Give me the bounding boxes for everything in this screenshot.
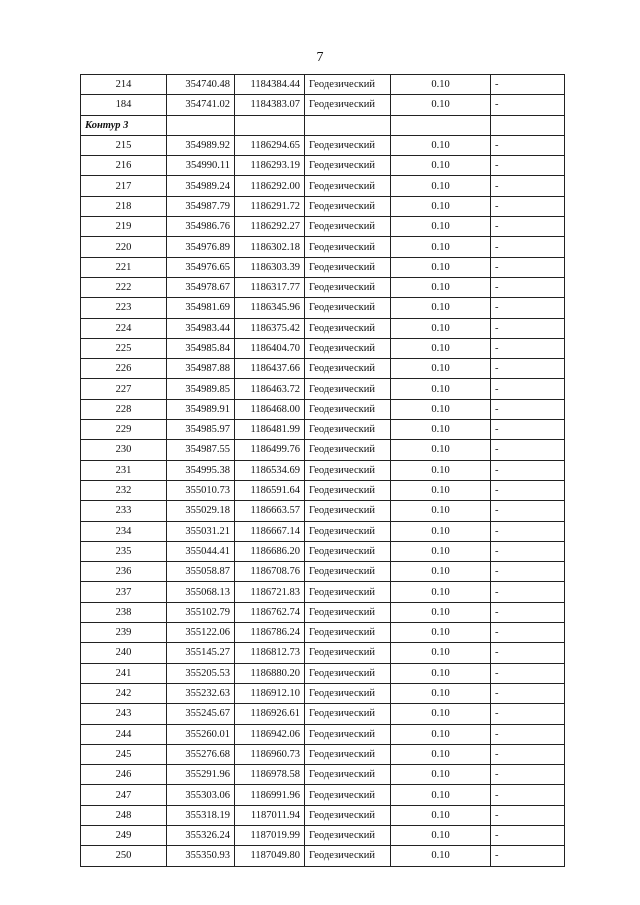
point-number-cell: 217 (81, 176, 167, 196)
y-coordinate-cell: 1186708.76 (235, 562, 305, 582)
note-cell: - (491, 420, 565, 440)
note-cell: - (491, 480, 565, 500)
accuracy-cell: 0.10 (391, 785, 491, 805)
x-coordinate-cell: 354989.92 (167, 135, 235, 155)
table-row (81, 237, 565, 257)
method-cell: Геодезический (305, 541, 391, 561)
note-cell: - (491, 541, 565, 561)
point-number-cell: 184 (81, 95, 167, 115)
method-cell: Геодезический (305, 217, 391, 237)
method-cell: Геодезический (305, 521, 391, 541)
note-cell: - (491, 135, 565, 155)
table-row (81, 846, 565, 866)
point-number-cell: 229 (81, 420, 167, 440)
method-cell: Геодезический (305, 704, 391, 724)
y-coordinate-cell: 1186663.57 (235, 501, 305, 521)
accuracy-cell: 0.10 (391, 744, 491, 764)
note-cell: - (491, 623, 565, 643)
x-coordinate-cell: 354989.85 (167, 379, 235, 399)
note-cell: - (491, 95, 565, 115)
note-cell: - (491, 338, 565, 358)
method-cell: Геодезический (305, 562, 391, 582)
table-row (81, 359, 565, 379)
point-number-cell: 214 (81, 75, 167, 95)
note-cell: - (491, 277, 565, 297)
point-number-cell: 243 (81, 704, 167, 724)
empty-cell (167, 115, 235, 135)
y-coordinate-cell: 1186926.61 (235, 704, 305, 724)
y-coordinate-cell: 1186942.06 (235, 724, 305, 744)
point-number-cell: 230 (81, 440, 167, 460)
accuracy-cell: 0.10 (391, 825, 491, 845)
point-number-cell: 222 (81, 277, 167, 297)
method-cell: Геодезический (305, 501, 391, 521)
table-row (81, 541, 565, 561)
table-row (81, 582, 565, 602)
y-coordinate-cell: 1186292.00 (235, 176, 305, 196)
y-coordinate-cell: 1186345.96 (235, 298, 305, 318)
point-number-cell: 248 (81, 805, 167, 825)
table-row (81, 744, 565, 764)
section-title: Контур 3 (81, 115, 167, 135)
table-row (81, 724, 565, 744)
accuracy-cell: 0.10 (391, 643, 491, 663)
accuracy-cell: 0.10 (391, 501, 491, 521)
x-coordinate-cell: 355058.87 (167, 562, 235, 582)
empty-cell (391, 115, 491, 135)
x-coordinate-cell: 355232.63 (167, 683, 235, 703)
method-cell: Геодезический (305, 257, 391, 277)
y-coordinate-cell: 1186294.65 (235, 135, 305, 155)
point-number-cell: 250 (81, 846, 167, 866)
method-cell: Геодезический (305, 277, 391, 297)
method-cell: Геодезический (305, 602, 391, 622)
y-coordinate-cell: 1184384.44 (235, 75, 305, 95)
table-row (81, 562, 565, 582)
method-cell: Геодезический (305, 744, 391, 764)
y-coordinate-cell: 1186721.83 (235, 582, 305, 602)
table-row (81, 663, 565, 683)
method-cell: Геодезический (305, 460, 391, 480)
point-number-cell: 219 (81, 217, 167, 237)
note-cell: - (491, 501, 565, 521)
note-cell: - (491, 399, 565, 419)
x-coordinate-cell: 355291.96 (167, 765, 235, 785)
point-number-cell: 245 (81, 744, 167, 764)
point-number-cell: 235 (81, 541, 167, 561)
y-coordinate-cell: 1186468.00 (235, 399, 305, 419)
point-number-cell: 233 (81, 501, 167, 521)
method-cell: Геодезический (305, 196, 391, 216)
point-number-cell: 227 (81, 379, 167, 399)
y-coordinate-cell: 1186437.66 (235, 359, 305, 379)
x-coordinate-cell: 355044.41 (167, 541, 235, 561)
x-coordinate-cell: 354978.67 (167, 277, 235, 297)
accuracy-cell: 0.10 (391, 724, 491, 744)
method-cell: Геодезический (305, 623, 391, 643)
table-row (81, 318, 565, 338)
table-row (81, 135, 565, 155)
y-coordinate-cell: 1184383.07 (235, 95, 305, 115)
note-cell: - (491, 379, 565, 399)
point-number-cell: 246 (81, 765, 167, 785)
point-number-cell: 241 (81, 663, 167, 683)
coordinates-table (80, 74, 565, 867)
y-coordinate-cell: 1186686.20 (235, 541, 305, 561)
note-cell: - (491, 765, 565, 785)
method-cell: Геодезический (305, 95, 391, 115)
method-cell: Геодезический (305, 237, 391, 257)
note-cell: - (491, 846, 565, 866)
x-coordinate-cell: 355350.93 (167, 846, 235, 866)
note-cell: - (491, 298, 565, 318)
point-number-cell: 231 (81, 460, 167, 480)
table-row (81, 501, 565, 521)
y-coordinate-cell: 1187049.80 (235, 846, 305, 866)
table-row (81, 217, 565, 237)
coordinates-table-body (81, 75, 565, 867)
x-coordinate-cell: 354981.69 (167, 298, 235, 318)
accuracy-cell: 0.10 (391, 440, 491, 460)
accuracy-cell: 0.10 (391, 196, 491, 216)
x-coordinate-cell: 355068.13 (167, 582, 235, 602)
note-cell: - (491, 825, 565, 845)
y-coordinate-cell: 1186880.20 (235, 663, 305, 683)
point-number-cell: 236 (81, 562, 167, 582)
empty-cell (305, 115, 391, 135)
x-coordinate-cell: 354985.97 (167, 420, 235, 440)
empty-cell (235, 115, 305, 135)
y-coordinate-cell: 1186786.24 (235, 623, 305, 643)
method-cell: Геодезический (305, 846, 391, 866)
accuracy-cell: 0.10 (391, 623, 491, 643)
table-row (81, 480, 565, 500)
point-number-cell: 220 (81, 237, 167, 257)
table-row (81, 75, 565, 95)
x-coordinate-cell: 355260.01 (167, 724, 235, 744)
y-coordinate-cell: 1187011.94 (235, 805, 305, 825)
x-coordinate-cell: 354990.11 (167, 156, 235, 176)
y-coordinate-cell: 1186375.42 (235, 318, 305, 338)
table-row (81, 440, 565, 460)
accuracy-cell: 0.10 (391, 277, 491, 297)
x-coordinate-cell: 355145.27 (167, 643, 235, 663)
accuracy-cell: 0.10 (391, 460, 491, 480)
method-cell: Геодезический (305, 156, 391, 176)
point-number-cell: 247 (81, 785, 167, 805)
point-number-cell: 218 (81, 196, 167, 216)
x-coordinate-cell: 354989.91 (167, 399, 235, 419)
x-coordinate-cell: 354987.55 (167, 440, 235, 460)
method-cell: Геодезический (305, 683, 391, 703)
table-row (81, 379, 565, 399)
x-coordinate-cell: 354976.89 (167, 237, 235, 257)
y-coordinate-cell: 1186481.99 (235, 420, 305, 440)
method-cell: Геодезический (305, 805, 391, 825)
table-row (81, 95, 565, 115)
y-coordinate-cell: 1186591.64 (235, 480, 305, 500)
accuracy-cell: 0.10 (391, 318, 491, 338)
note-cell: - (491, 237, 565, 257)
method-cell: Геодезический (305, 724, 391, 744)
point-number-cell: 224 (81, 318, 167, 338)
table-row (81, 602, 565, 622)
accuracy-cell: 0.10 (391, 298, 491, 318)
note-cell: - (491, 257, 565, 277)
method-cell: Геодезический (305, 359, 391, 379)
y-coordinate-cell: 1186667.14 (235, 521, 305, 541)
accuracy-cell: 0.10 (391, 156, 491, 176)
x-coordinate-cell: 354985.84 (167, 338, 235, 358)
table-row (81, 420, 565, 440)
method-cell: Геодезический (305, 135, 391, 155)
y-coordinate-cell: 1186499.76 (235, 440, 305, 460)
point-number-cell: 244 (81, 724, 167, 744)
note-cell: - (491, 318, 565, 338)
y-coordinate-cell: 1186302.18 (235, 237, 305, 257)
table-row (81, 176, 565, 196)
note-cell: - (491, 460, 565, 480)
table-row (81, 521, 565, 541)
table-row (81, 825, 565, 845)
table-row (81, 257, 565, 277)
accuracy-cell: 0.10 (391, 217, 491, 237)
y-coordinate-cell: 1186991.96 (235, 785, 305, 805)
accuracy-cell: 0.10 (391, 379, 491, 399)
accuracy-cell: 0.10 (391, 257, 491, 277)
point-number-cell: 237 (81, 582, 167, 602)
accuracy-cell: 0.10 (391, 176, 491, 196)
method-cell: Геодезический (305, 765, 391, 785)
note-cell: - (491, 562, 565, 582)
note-cell: - (491, 156, 565, 176)
table-row (81, 298, 565, 318)
table-row (81, 460, 565, 480)
x-coordinate-cell: 354741.02 (167, 95, 235, 115)
point-number-cell: 240 (81, 643, 167, 663)
point-number-cell: 225 (81, 338, 167, 358)
note-cell: - (491, 582, 565, 602)
method-cell: Геодезический (305, 785, 391, 805)
method-cell: Геодезический (305, 643, 391, 663)
note-cell: - (491, 75, 565, 95)
method-cell: Геодезический (305, 176, 391, 196)
note-cell: - (491, 440, 565, 460)
point-number-cell: 223 (81, 298, 167, 318)
note-cell: - (491, 785, 565, 805)
y-coordinate-cell: 1186812.73 (235, 643, 305, 663)
accuracy-cell: 0.10 (391, 399, 491, 419)
accuracy-cell: 0.10 (391, 95, 491, 115)
empty-cell (491, 115, 565, 135)
y-coordinate-cell: 1186978.58 (235, 765, 305, 785)
x-coordinate-cell: 354740.48 (167, 75, 235, 95)
note-cell: - (491, 704, 565, 724)
accuracy-cell: 0.10 (391, 765, 491, 785)
section-row (81, 115, 565, 135)
accuracy-cell: 0.10 (391, 359, 491, 379)
point-number-cell: 234 (81, 521, 167, 541)
x-coordinate-cell: 354983.44 (167, 318, 235, 338)
table-row (81, 683, 565, 703)
x-coordinate-cell: 354995.38 (167, 460, 235, 480)
accuracy-cell: 0.10 (391, 541, 491, 561)
table-row (81, 623, 565, 643)
accuracy-cell: 0.10 (391, 75, 491, 95)
note-cell: - (491, 521, 565, 541)
method-cell: Геодезический (305, 318, 391, 338)
method-cell: Геодезический (305, 399, 391, 419)
accuracy-cell: 0.10 (391, 480, 491, 500)
x-coordinate-cell: 355029.18 (167, 501, 235, 521)
note-cell: - (491, 683, 565, 703)
note-cell: - (491, 217, 565, 237)
y-coordinate-cell: 1186293.19 (235, 156, 305, 176)
method-cell: Геодезический (305, 480, 391, 500)
note-cell: - (491, 805, 565, 825)
note-cell: - (491, 643, 565, 663)
y-coordinate-cell: 1186303.39 (235, 257, 305, 277)
accuracy-cell: 0.10 (391, 846, 491, 866)
accuracy-cell: 0.10 (391, 521, 491, 541)
x-coordinate-cell: 355010.73 (167, 480, 235, 500)
x-coordinate-cell: 354987.88 (167, 359, 235, 379)
y-coordinate-cell: 1186960.73 (235, 744, 305, 764)
point-number-cell: 238 (81, 602, 167, 622)
y-coordinate-cell: 1186534.69 (235, 460, 305, 480)
method-cell: Геодезический (305, 298, 391, 318)
method-cell: Геодезический (305, 663, 391, 683)
point-number-cell: 226 (81, 359, 167, 379)
table-row (81, 156, 565, 176)
table-row (81, 704, 565, 724)
method-cell: Геодезический (305, 440, 391, 460)
accuracy-cell: 0.10 (391, 602, 491, 622)
x-coordinate-cell: 355031.21 (167, 521, 235, 541)
accuracy-cell: 0.10 (391, 582, 491, 602)
accuracy-cell: 0.10 (391, 338, 491, 358)
y-coordinate-cell: 1186404.70 (235, 338, 305, 358)
point-number-cell: 239 (81, 623, 167, 643)
accuracy-cell: 0.10 (391, 704, 491, 724)
note-cell: - (491, 663, 565, 683)
accuracy-cell: 0.10 (391, 237, 491, 257)
accuracy-cell: 0.10 (391, 135, 491, 155)
table-row (81, 805, 565, 825)
method-cell: Геодезический (305, 825, 391, 845)
table-row (81, 765, 565, 785)
point-number-cell: 221 (81, 257, 167, 277)
table-row (81, 399, 565, 419)
point-number-cell: 228 (81, 399, 167, 419)
point-number-cell: 249 (81, 825, 167, 845)
y-coordinate-cell: 1186292.27 (235, 217, 305, 237)
x-coordinate-cell: 355205.53 (167, 663, 235, 683)
table-row (81, 785, 565, 805)
point-number-cell: 215 (81, 135, 167, 155)
note-cell: - (491, 196, 565, 216)
table-row (81, 643, 565, 663)
note-cell: - (491, 744, 565, 764)
y-coordinate-cell: 1186912.10 (235, 683, 305, 703)
page-number: 7 (316, 50, 324, 65)
method-cell: Геодезический (305, 420, 391, 440)
note-cell: - (491, 724, 565, 744)
method-cell: Геодезический (305, 582, 391, 602)
y-coordinate-cell: 1187019.99 (235, 825, 305, 845)
point-number-cell: 242 (81, 683, 167, 703)
table-row (81, 338, 565, 358)
point-number-cell: 232 (81, 480, 167, 500)
y-coordinate-cell: 1186291.72 (235, 196, 305, 216)
method-cell: Геодезический (305, 379, 391, 399)
method-cell: Геодезический (305, 75, 391, 95)
x-coordinate-cell: 355276.68 (167, 744, 235, 764)
accuracy-cell: 0.10 (391, 562, 491, 582)
accuracy-cell: 0.10 (391, 805, 491, 825)
x-coordinate-cell: 355102.79 (167, 602, 235, 622)
x-coordinate-cell: 354976.65 (167, 257, 235, 277)
accuracy-cell: 0.10 (391, 683, 491, 703)
table-row (81, 277, 565, 297)
table-row (81, 196, 565, 216)
point-number-cell: 216 (81, 156, 167, 176)
x-coordinate-cell: 354986.76 (167, 217, 235, 237)
note-cell: - (491, 602, 565, 622)
x-coordinate-cell: 355318.19 (167, 805, 235, 825)
accuracy-cell: 0.10 (391, 420, 491, 440)
y-coordinate-cell: 1186762.74 (235, 602, 305, 622)
y-coordinate-cell: 1186317.77 (235, 277, 305, 297)
accuracy-cell: 0.10 (391, 663, 491, 683)
x-coordinate-cell: 355326.24 (167, 825, 235, 845)
note-cell: - (491, 176, 565, 196)
x-coordinate-cell: 354987.79 (167, 196, 235, 216)
x-coordinate-cell: 354989.24 (167, 176, 235, 196)
x-coordinate-cell: 355122.06 (167, 623, 235, 643)
note-cell: - (491, 359, 565, 379)
x-coordinate-cell: 355245.67 (167, 704, 235, 724)
y-coordinate-cell: 1186463.72 (235, 379, 305, 399)
method-cell: Геодезический (305, 338, 391, 358)
x-coordinate-cell: 355303.06 (167, 785, 235, 805)
